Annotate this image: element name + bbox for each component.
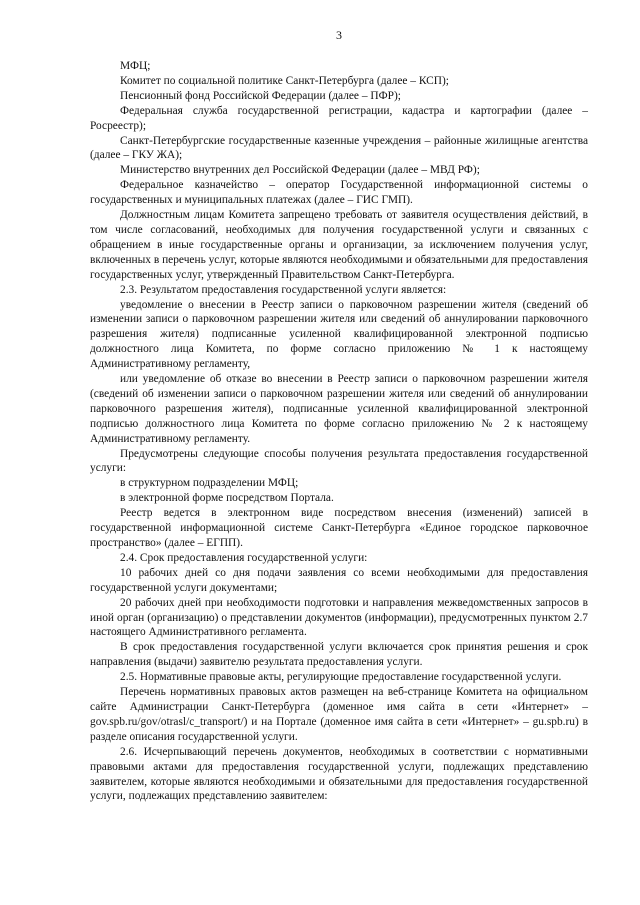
paragraph: МФЦ; bbox=[120, 60, 151, 72]
paragraph: Министерство внутренних дел Российской Федерации (далее – МВД РФ); bbox=[120, 164, 480, 177]
paragraph: Комитет по социальной политике Санкт-Петербурга (далее – КСП); bbox=[120, 74, 449, 87]
paragraph: Федеральное казначейство – оператор Государственной информационной системы о государственных и муниципальных платежах (далее – ГИС ГМП). bbox=[90, 179, 588, 207]
page-number: 3 bbox=[336, 28, 342, 42]
paragraph: Перечень нормативных правовых актов размещен на веб-странице Комитета на официальном сайте Администрации Санкт-Петербурга (доменное имя сайта в сети «Интернет» – gov.spb.ru/gov/otrasl/c_transport/) и на Портале (доменное имя сайта в сети «Интернет» – gu.spb.ru) в разделе описания государственной услуги. bbox=[90, 686, 588, 743]
paragraph: 20 рабочих дней при необходимости подготовки и направления межведомственных запросов в иной орган (организацию) о представлении документов (информации), предусмотренных пунктом 2.7 настоящего Административного регламента. bbox=[90, 596, 588, 639]
paragraph: 10 рабочих дней со дня подачи заявления со всеми необходимыми для предоставления государственной услуги документами; bbox=[90, 566, 588, 594]
paragraph: в структурном подразделении МФЦ; bbox=[120, 477, 299, 490]
paragraph: В срок предоставления государственной услуги включается срок принятия решения и срок направления (выдачи) заявителю результата предоставления услуги. bbox=[90, 641, 588, 669]
paragraph: Должностным лицам Комитета запрещено требовать от заявителя осуществления действий, в том числе согласований, необходимых для получения государственной услуги и связанных с обращением в иные государственные органы и организации, за исключением получения услуг, включенных в перечень услуг, которые являются необходимыми и обязательными для предоставления государственных услуг, утвержденный Правительством Санкт-Петербурга. bbox=[90, 209, 588, 281]
document-body bbox=[90, 59, 588, 804]
paragraph: Санкт-Петербургские государственные казенные учреждения – районные жилищные агентства (далее – ГКУ ЖА); bbox=[90, 134, 588, 162]
section-heading-2-6: 2.6. Исчерпывающий перечень документов, необходимых в соответствии с нормативными правовыми актами для предоставления государственной услуги, подлежащих представлению заявителем, которые являются необходимыми и обязательными для предоставления государственной услуги, подлежащих представлению заявителем: bbox=[90, 745, 588, 803]
paragraph: в электронной форме посредством Портала. bbox=[120, 492, 334, 505]
paragraph: Федеральная служба государственной регистрации, кадастра и картографии (далее – Росреестр); bbox=[90, 104, 588, 132]
paragraph: Пенсионный фонд Российской Федерации (далее – ПФР); bbox=[120, 89, 401, 102]
paragraph: Предусмотрены следующие способы получения результата предоставления государственной услуги: bbox=[90, 447, 588, 475]
paragraph: Реестр ведется в электронном виде посредством внесения (изменений) записей в государственной информационной системе Санкт-Петербурга «Единое городское парковочное пространство» (далее – ЕГПП). bbox=[90, 507, 588, 549]
paragraph: уведомление о внесении в Реестр записи о парковочном разрешении жителя (сведений об изменении записи о парковочном разрешении жителя или сведений об аннулировании парковочного разрешения жителя) подписанные усиленной квалифицированной электронной подписью должностного лица Комитета, по форме согласно приложению № 1 к настоящему Административному регламенту, bbox=[90, 298, 588, 371]
section-heading-2-3: 2.3. Результатом предоставления государственной услуги является: bbox=[120, 283, 447, 296]
section-heading-2-4: 2.4. Срок предоставления государственной услуги: bbox=[120, 551, 368, 564]
section-heading-2-5: 2.5. Нормативные правовые акты, регулирующие предоставление государственной услуги. bbox=[120, 671, 562, 684]
paragraph: или уведомление об отказе во внесении в Реестр записи о парковочном разрешении жителя (сведений об изменении записи о парковочном разрешении жителя или сведений об аннулировании парковочного разрешения жителя), подписанные усиленной квалифицированной электронной подписью должностного лица Комитета по форме согласно приложению № 2 к настоящему Административному регламенту. bbox=[90, 373, 588, 445]
